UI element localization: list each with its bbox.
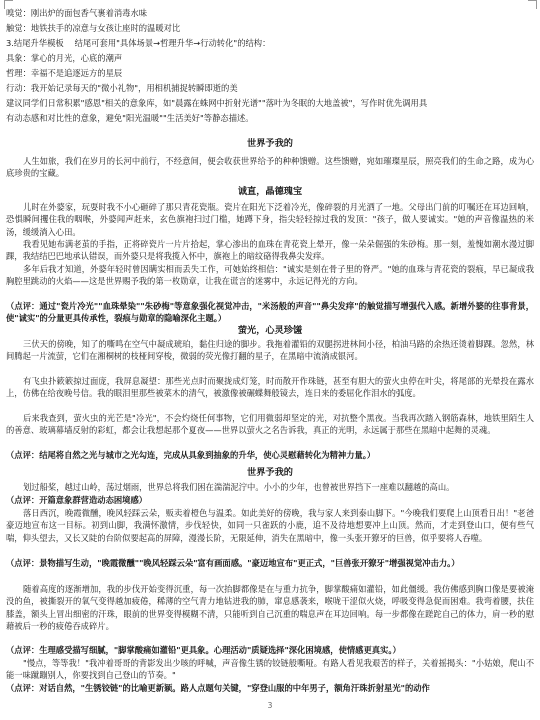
ending-template-line: 3.结尾升华模板 结尾可套用"具体场景→哲理升华→行动转化"的结构： [6,38,271,48]
honesty-paragraph-2: 我看见她布满老茧的手指，正将碎瓷片一片片拾起，掌心渗出的血珠在青花瓷上晕开，像一朵朵倔强的朱砂梅。那一刻，羞愧如潮水漫过脚踝，我结结巴巴地承认错误，而外婆只是将我揽入怀中，旗袍上的暗纹硌得我鼻尖发痒。 [6,239,534,262]
firefly-comment: （点评：结尾将自然之光与城市之光勾连，完成从具象到抽象的升华，使心灵慰藉转化为精神力量。） [6,450,376,460]
advice-line-1: 建议同学们日常积累"感恩"相关的意象库，如"晨露在蛛网中折射光谱""落叶为冬眠的大地盖被"，写作时优先调用具 [6,98,428,108]
smell-line: 嗅觉：刚出炉的面包香气裹着消毒水味 [6,8,148,18]
firefly-paragraph-3: 后来我查到，萤火虫的光芒是"冷光"，不会灼烧任何事物，它们用微弱却坚定的光，对抗整个黑夜。当我再次踏入钢筋森林，地铁里陌生人的善意、玻璃幕墙反射的彩虹，都会让我想起那个夏夜——世界以萤火之名告诉我，真正的光明，永远属于那些在黑暗中起舞的灵魂。 [6,413,534,436]
honesty-paragraph-3: 多年后我才知道，外婆年轻时曾因瞒实相而丢失工作，可她始终相信："诚实是刻在骨子里的脊严。"她的血珠与青花瓷的裂痕，早已凝成我胸腔里跳动的火焰——这是世界赐予我的第一枚勋章，让我在谎言的迷雾中，永远记得光的方向。 [6,264,534,287]
firefly-paragraph-1: 三伏天的傍晚，知了的嘶鸣在空气中凝成琥珀，黏住归途的脚步。我拖着灌铅的双腿拐进林间小径，柏油马路的余热还烫着脚踝。忽然，林间腾起一片流萤，它们在湘桐树的枝桠间穿梭，微弱的荧光像打翻的星子，在黑暗中流淌成银河。 [6,339,534,362]
action-line: 行动：我开始记录每天的"微小礼物"，用相机捕捉转瞬即逝的美 [6,83,238,93]
advice-line-2: 有动态感和对比性的意象，避免"阳光温暖""生活美好"等静态描述。 [6,113,254,123]
honesty-comment: （点评：通过"瓷片冷光""血珠晕染""朱砂梅"等意象强化视觉冲击，"米汤般的声音""鼻尖发痒"的触觉描写增强代入感。新增外婆的往事背景，使"诚实"的分量更具传承性，裂痕与勋章的隐喻深化主题。） [6,301,534,324]
concrete-line: 具象：掌心的月光，心底的潮声 [6,53,123,63]
essay-title: 世界予我的 [247,138,293,149]
world-paragraph-3: 随着高度的逐渐增加，我的步伐开始变得沉重，每一次抬脚都像是在与重力抗争，脚掌酸痛如灌铅，如此僵缓。我仿佛感到胸口像是要被淹没的鱼，被撕裂开的氧气变得越加疲倦，稀薄的空气青力地钻进我的肺，窜息感袭来，喉咙干涩似火烧，呼吸变得急促而困难。我弯着腰，扶住膝盖，额头上冒出细密的汗珠，眼前的世界变得模糊不清，只能听到自己沉重的喘息声在耳边回响。每一步都像在蹉跎自己的体力，肩一秒的慰藉被后一秒的疲倦吞成碎片。 [6,584,534,632]
world-opening-comment: （点评：开篇意象群营造动态困境感） [6,495,148,505]
world-dialogue-comment: （点评：对话自然，"生锈铰链"的比喻更新颖。路人点题句关键，"穿登山服的中年男子，额角汗珠折射星光"的动作 [6,683,430,693]
essay-intro: 人生如旅，我们在岁月的长河中前行，不经意间，便会收获世界给予的种种馈赠。这些馈赠，宛如璀璨星辰，照亮我们的生命之路，成为心底珍贵的宝藏。 [6,156,534,179]
world-physiology-comment: （点评：生理感受描写细腻，"脚掌酸痛如灌铅"更具象。心理活动"质疑选择"深化困境感，使情感更真实。） [6,645,401,655]
world-scenery-comment: （点评：景物描写生动，"晚霞微醺""晚风轻踩云朵"富有画面感。"豪迈地宣布"更正式，"巨兽张开獠牙"增强视觉冲击力。） [6,558,460,568]
world-paragraph-4: "慢点，等等我！"我冲着哥哥的背影发出少咳的呼喊，声音像生锈的铰链般嘶哑。有路人看见我艰苦的样子，关着摇揭头："小姑娘，爬山不能一味蹴蹦别人，你要找到自己登山的节奏。" [6,658,534,681]
section-heading-world: 世界予我的 [247,467,293,478]
world-paragraph-1: 划过船桨，越过山岭，荡过烟雨，世界总将我们困在湍湍泥泞中。小小的少年，也曾被世界挡下一座难以翻越的高山。 [23,482,455,492]
page-number: 3 [267,701,273,710]
honesty-paragraph-1: 儿时在外婆家，玩耍时我不小心砸碎了那只青花瓷瓶。瓷片在阳光下泛着冷光，像碎裂的月光洒了一地。父母出门前的叮嘱还在耳边回响，恐惧瞬间攫住我的咽喉，外婆闻声赶来，玄色旗袍扫过门槛，她蹲下身，指尖轻轻掠过我的发顶："孩子，做人要诚实。"她的声音像温热的米汤，缓缓淌入心田。 [6,202,534,237]
world-paragraph-2: 落日西沉，晚霞微醺，晚风轻踩云朵，贩卖着橙色与温柔。如此美好的傍晚，我与家人来到泰山脚下。"今晚我们要爬上山顶看日出！"老爸豪迈地宣布这一目标。初到山脚，我满怀激情，步伐轻快，如同一只雀跃的小鹿，追不及待地想要冲上山顶。然而，才走到登山口，便有些气喘，仰头望去，又长又陡的台阶似要起高的屏障，漫漫长阶，无限延伸，消失在黑暗中，像一头张开獠牙的巨兽，似乎要将人吞噬。 [6,508,534,543]
touch-line: 触觉：地铁扶手的凉意与女孩让座时的温暖对比 [6,23,181,33]
philosophy-line: 哲理：幸福不是追逐远方的星辰 [6,68,123,78]
section-heading-firefly: 萤光，心灵珍馐 [237,325,303,336]
firefly-paragraph-2: 有飞虫扑簌簌掠过面庞，我屏息凝望：那些光点时而聚拢成灯笼，时而散开作珠链，甚至有胆大的萤火虫停在叶尖，将尾部的光晕投在露水上，仿佛在给夜晚号信。我的眼泪里那些被菜木的清气，被激像被碾蝶舞般镜去，连日来的委屈化作泪水的弧度。 [6,376,534,399]
section-heading-honesty: 诚直，晶德瑰宝 [237,186,303,197]
